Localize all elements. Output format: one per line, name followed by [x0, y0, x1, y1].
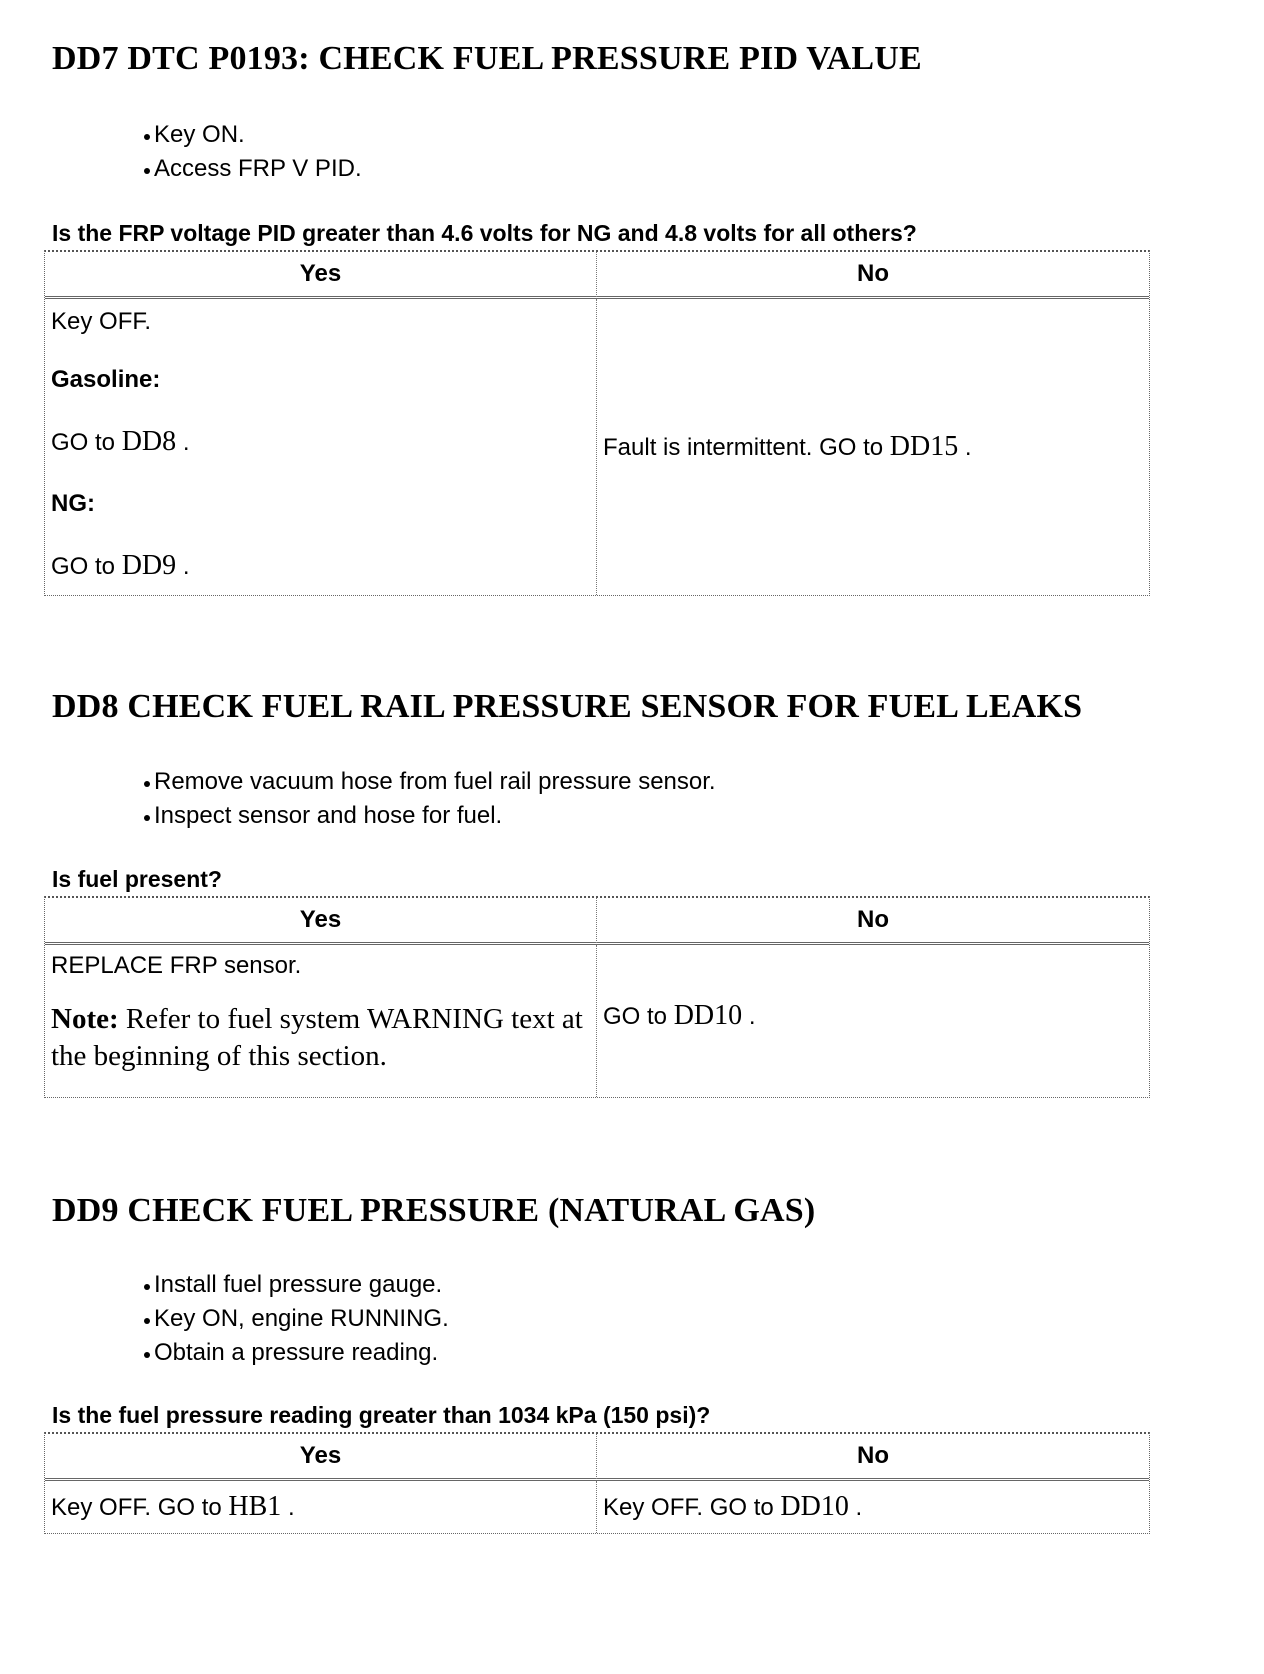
- table-row: [45, 299, 1149, 595]
- table-header-row: [45, 898, 1149, 945]
- no-text: Fault is intermittent. GO to: [603, 433, 884, 461]
- go-to-text: GO to: [51, 429, 116, 456]
- dd7-steps: [146, 118, 362, 186]
- no-cell: Fault is intermittent. GO to DD15 .: [603, 430, 972, 462]
- ng-label: NG:: [51, 490, 95, 517]
- dd9-steps: [146, 1268, 449, 1370]
- gasoline-instruction: GO to DD8 .: [51, 426, 190, 457]
- dd7-table: [44, 250, 1150, 596]
- yes-header: Yes: [45, 898, 597, 945]
- yes-cell: [45, 945, 597, 1097]
- table-header-row: [45, 252, 1149, 299]
- dd8-question: Is fuel present?: [52, 866, 222, 892]
- list-item: Access FRP V PID.: [146, 152, 362, 186]
- list-item: Inspect sensor and hose for fuel.: [146, 799, 716, 833]
- dd9-title: DD9 CHECK FUEL PRESSURE (NATURAL GAS): [52, 1192, 816, 1229]
- dd8-title: DD8 CHECK FUEL RAIL PRESSURE SENSOR FOR FUEL LEAKS: [52, 688, 1083, 725]
- no-text: Key OFF. GO to: [603, 1493, 774, 1521]
- yes-cell: [45, 299, 597, 595]
- table-row: [45, 1481, 1149, 1533]
- go-to-text: GO to: [51, 553, 116, 580]
- ng-instruction: GO to DD9 .: [51, 550, 190, 581]
- note: [51, 1001, 590, 1075]
- dd9-link[interactable]: DD9: [121, 550, 177, 581]
- hb1-link[interactable]: HB1: [228, 1490, 282, 1522]
- yes-text: Key OFF. GO to: [51, 1493, 222, 1521]
- dd8-link[interactable]: DD8: [121, 426, 177, 457]
- yes-line: Key OFF.: [51, 308, 152, 335]
- no-text: GO to: [603, 1003, 668, 1030]
- dd9-table: [44, 1432, 1150, 1534]
- no-header: No: [597, 1434, 1149, 1481]
- note-label: Note:: [51, 1003, 119, 1035]
- list-item: Obtain a pressure reading.: [146, 1336, 449, 1370]
- no-cell: GO to DD10 .: [603, 1000, 756, 1031]
- list-item: Install fuel pressure gauge.: [146, 1268, 449, 1302]
- table-header-row: [45, 1434, 1149, 1481]
- dd15-link[interactable]: DD15: [889, 430, 959, 462]
- gasoline-label: Gasoline:: [51, 366, 161, 393]
- no-header: No: [597, 898, 1149, 945]
- yes-header: Yes: [45, 252, 597, 299]
- dd7-question: Is the FRP voltage PID greater than 4.6 volts for NG and 4.8 volts for all others?: [52, 220, 917, 246]
- no-header: No: [597, 252, 1149, 299]
- dd7-title: DD7 DTC P0193: CHECK FUEL PRESSURE PID VALUE: [52, 40, 922, 77]
- yes-header: Yes: [45, 1434, 597, 1481]
- note-text: Refer to fuel system WARNING text at the beginning of this section.: [51, 1003, 583, 1072]
- dd10-link[interactable]: DD10: [780, 1490, 849, 1522]
- list-item: Key ON.: [146, 118, 362, 152]
- dd10-link[interactable]: DD10: [673, 1000, 743, 1031]
- dd9-question: Is the fuel pressure reading greater than 1034 kPa (150 psi)?: [52, 1402, 711, 1428]
- table-row: [45, 945, 1149, 1097]
- dd8-steps: [146, 765, 716, 833]
- yes-cell: Key OFF. GO to HB1 .: [45, 1481, 597, 1533]
- dd8-table: [44, 896, 1150, 1098]
- list-item: Key ON, engine RUNNING.: [146, 1302, 449, 1336]
- list-item: Remove vacuum hose from fuel rail pressure sensor.: [146, 765, 716, 799]
- no-cell: Key OFF. GO to DD10 .: [603, 1490, 863, 1522]
- yes-line: REPLACE FRP sensor.: [51, 952, 302, 979]
